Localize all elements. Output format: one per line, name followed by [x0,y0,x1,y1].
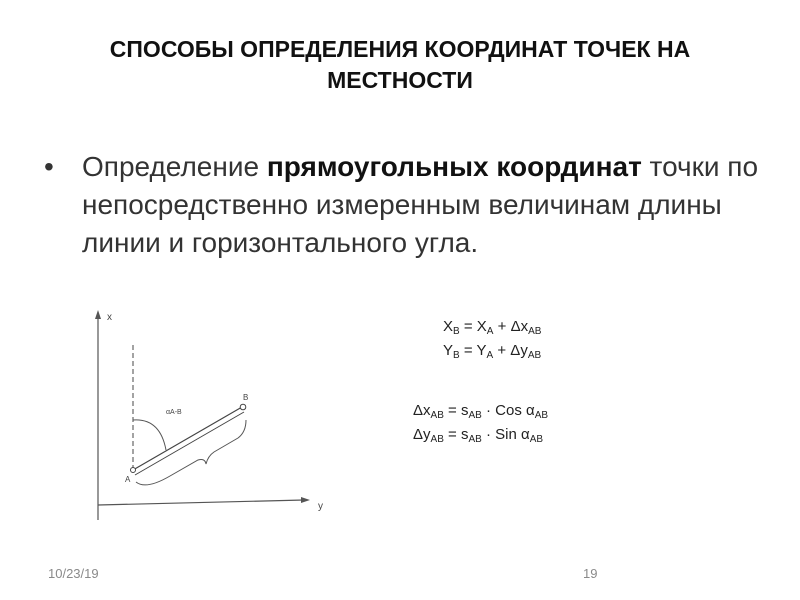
axis-y-label: y [318,501,323,512]
point-b [240,404,246,410]
bullet-text-part-1: Определение [82,151,267,182]
point-a-label: A [125,475,131,484]
title-line-1: СПОСОБЫ ОПРЕДЕЛЕНИЯ КООРДИНАТ ТОЧЕК НА [109,36,691,62]
footer-page-number: 19 [583,566,598,581]
axis-x-label: x [107,312,112,323]
title-line-2: МЕСТНОСТИ [327,67,473,93]
bullet-text [82,148,764,262]
bullet-text-part-2: точки по непосредственно измеренным величинам длины линии и горизонтального угла. [82,151,759,258]
angle-label: αA-B [166,409,182,416]
footer-date: 10/23/19 [48,566,99,581]
point-a [131,468,136,473]
angle-arc [133,420,166,450]
formula-yb: $Y_B = Y_A + \Delta y_{AB}$ [443,342,542,361]
formula-dy: $\Delta y_{AB} = s_{AB}$ · Sin $\alpha_{AB}$ [413,426,544,445]
bullet-point [44,148,764,262]
line-ab [133,407,242,470]
formula-dx: $\Delta x_{AB} = s_{AB}$ · Cos $\alpha_{AB}$ [413,402,549,421]
axis-y-arrow [301,497,310,503]
axis-x-arrow [95,310,101,319]
axis-y-line [98,500,304,505]
bullet-marker: • [44,151,54,182]
distance-brace [136,420,246,485]
coordinate-diagram [70,300,350,530]
slide-title [40,34,760,96]
bullet-text-bold: прямоугольных координат [266,151,642,182]
point-b-label: B [243,393,249,402]
formula-xb: $X_B = X_A + \Delta x_{AB}$ [443,318,542,337]
